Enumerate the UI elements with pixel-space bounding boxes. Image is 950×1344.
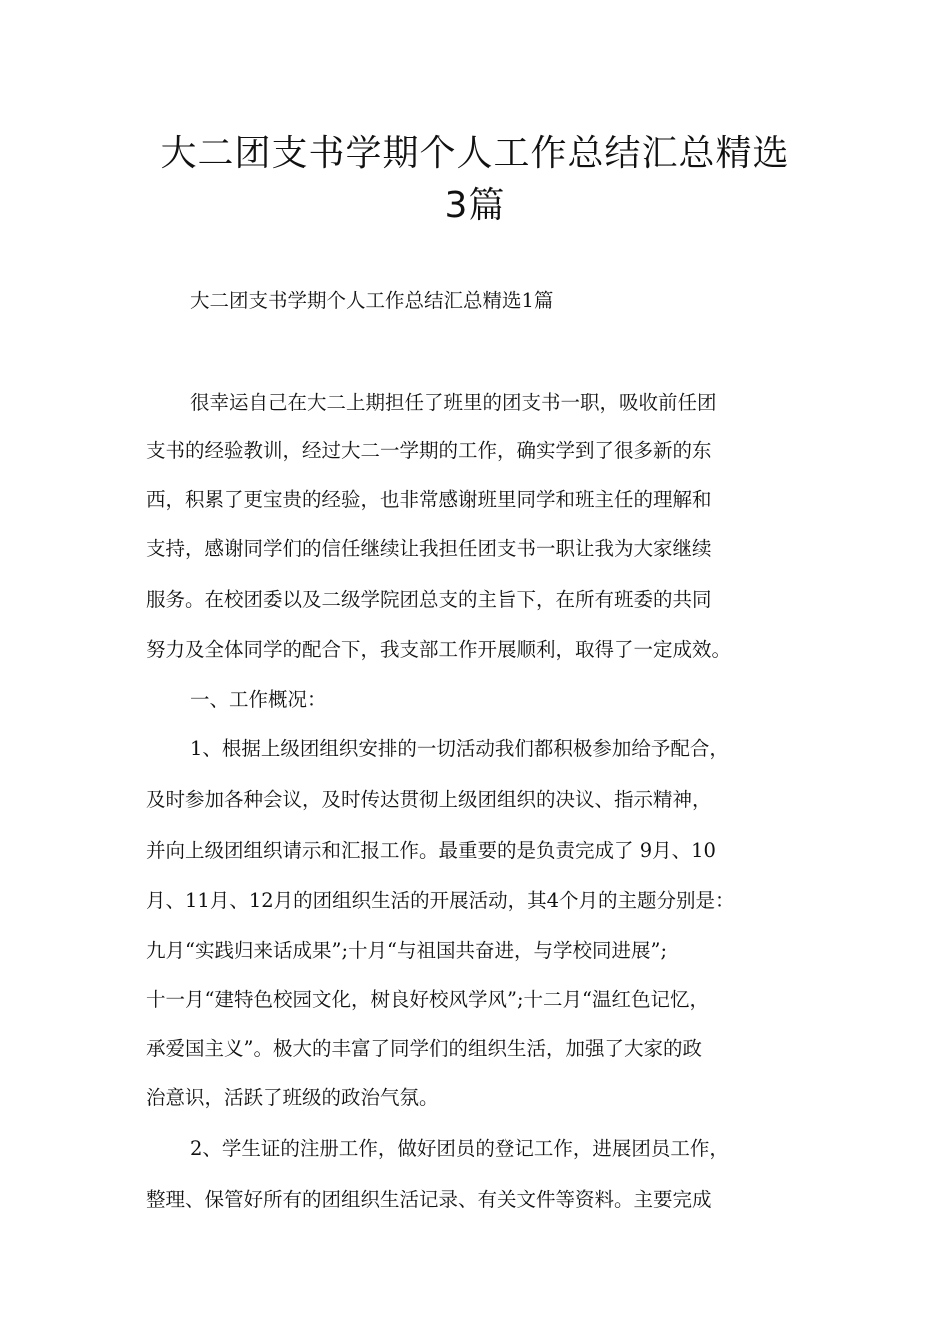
paragraph-line: 承爱国主义”。极大的丰富了同学们的组织生活，加强了大家的政 [146, 1037, 702, 1060]
paragraph-line: 九月“实践归来话成果”;十月“与祖国共奋进，与学校同进展”; [146, 939, 668, 962]
paragraph-line: 治意识，活跃了班级的政治气氛。 [146, 1086, 439, 1109]
paragraph-line: 整理、保管好所有的团组织生活记录、有关文件等资料。主要完成 [146, 1188, 712, 1211]
paragraph-line: 支书的经验教训，经过大二一学期的工作，确实学到了很多新的东 [146, 439, 712, 462]
title-line-1: 大二团支书学期个人工作总结汇总精选 [160, 133, 790, 174]
section-subtitle: 大二团支书学期个人工作总结汇总精选1篇 [190, 289, 554, 312]
paragraph-line: 及时参加各种会议，及时传达贯彻上级团组织的决议、指示精神， [146, 788, 712, 811]
document-title [120, 128, 830, 232]
paragraph-line: 服务。在校团委以及二级学院团总支的主旨下，在所有班委的共同 [146, 588, 712, 611]
paragraph-line: 十一月“建特色校园文化，树良好校风学风”;十二月“温红色记忆， [146, 988, 709, 1011]
paragraph-line: 支持，感谢同学们的信任继续让我担任团支书一职让我为大家继续 [146, 537, 712, 560]
title-line-2: 3篇 [444, 185, 506, 226]
section-heading: 一、工作概况： [190, 688, 327, 711]
paragraph-line: 努力及全体同学的配合下，我支部工作开展顺利，取得了一定成效。 [146, 638, 732, 661]
paragraph-line: 很幸运自己在大二上期担任了班里的团支书一职，吸收前任团 [190, 391, 717, 414]
paragraph-line: 并向上级团组织请示和汇报工作。最重要的是负责完成了 9月、10 [146, 839, 716, 862]
paragraph-line: 西，积累了更宝贵的经验，也非常感谢班里同学和班主任的理解和 [146, 488, 712, 511]
paragraph-line: 1、根据上级团组织安排的一切活动我们都积极参加给予配合， [190, 737, 729, 760]
paragraph-line: 月、11月、12月的团组织生活的开展活动，其4个月的主题分别是： [146, 889, 735, 912]
paragraph-line: 2、学生证的注册工作，做好团员的登记工作，进展团员工作， [190, 1137, 729, 1160]
